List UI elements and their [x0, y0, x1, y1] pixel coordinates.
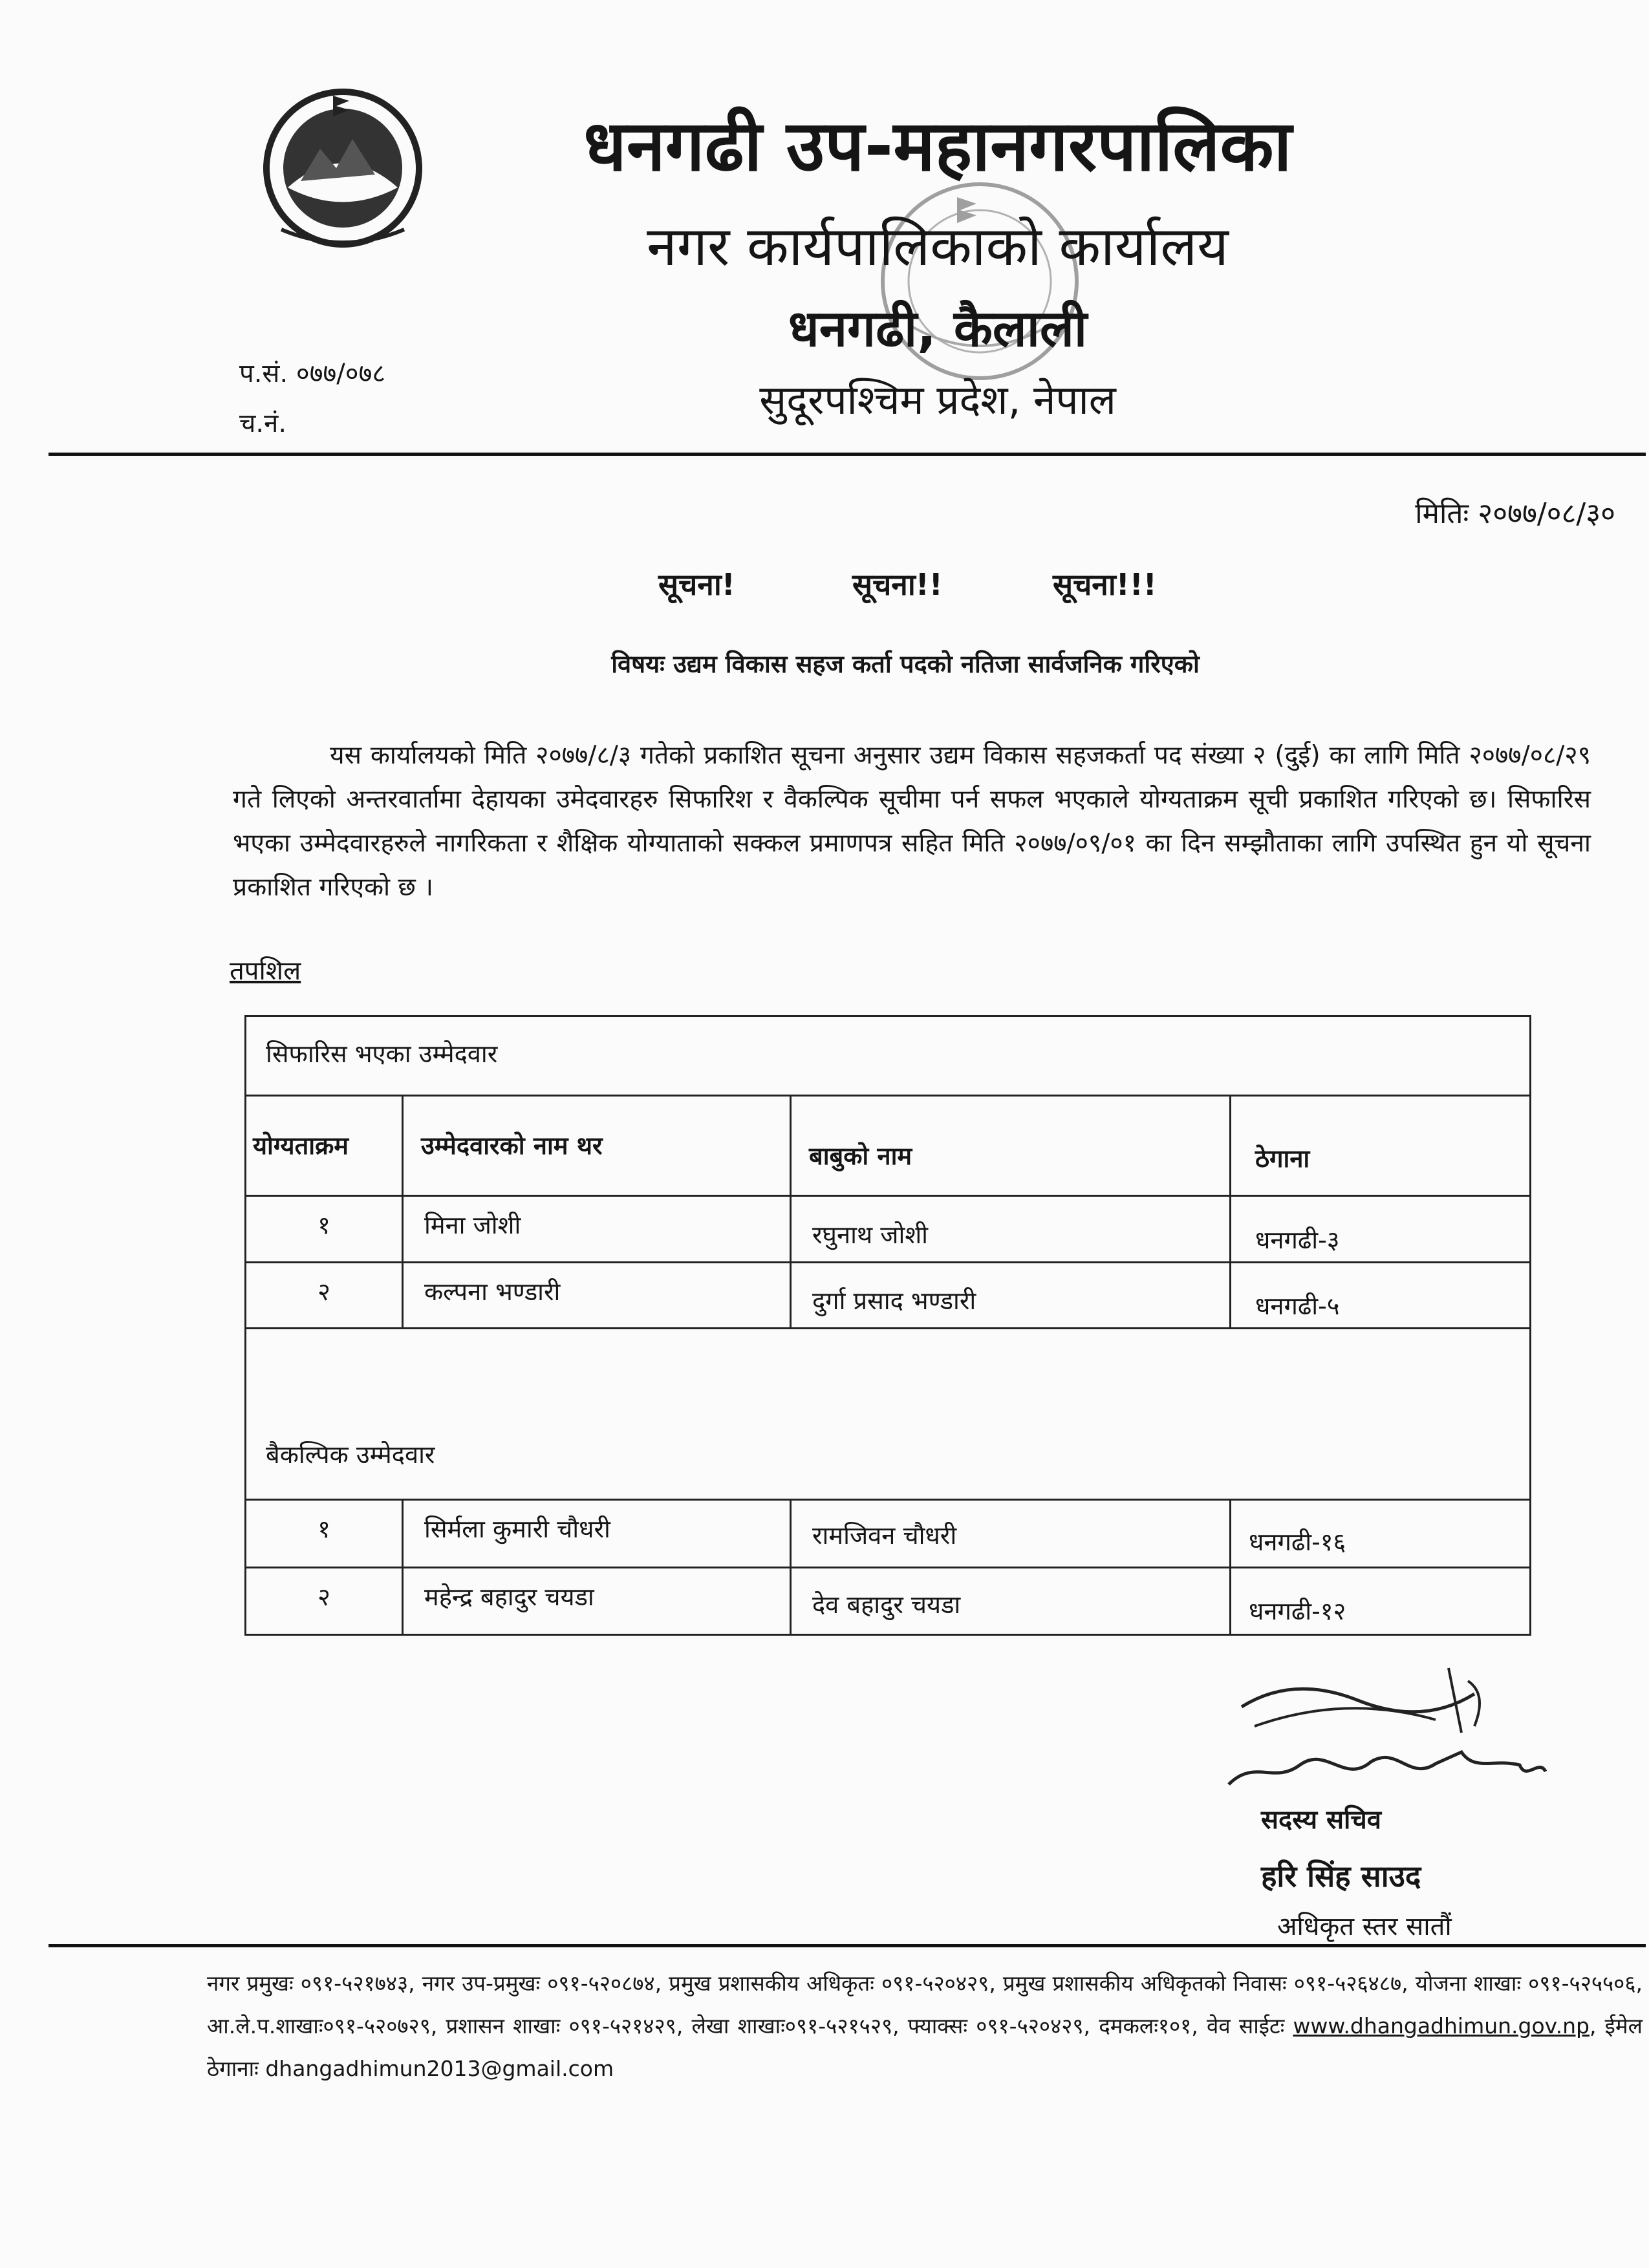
- row-rank: १: [318, 1515, 330, 1543]
- column-header-name: उम्मेदवारको नाम थर: [421, 1131, 603, 1160]
- details-heading: तपशिल: [230, 956, 301, 986]
- row-rank: २: [318, 1278, 330, 1306]
- row-name: मिना जोशी: [424, 1211, 521, 1239]
- row-father: दुर्गा प्रसाद भण्डारी: [812, 1287, 976, 1315]
- email-address[interactable]: dhangadhimun2013@gmail.com: [265, 2056, 614, 2081]
- office-city: धनगढी, कैलाली: [788, 300, 1088, 358]
- recommended-section-title: सिफारिस भएका उम्मेदवार: [266, 1040, 498, 1068]
- column-header-address: ठेगाना: [1255, 1144, 1310, 1173]
- row-father: रघुनाथ जोशी: [812, 1221, 929, 1249]
- reference-number: प.सं. ०७७/०७८: [239, 359, 386, 389]
- row-address: धनगढी-३: [1255, 1226, 1340, 1254]
- signatory-title: सदस्य सचिव: [1261, 1805, 1382, 1835]
- row-address: धनगढी-५: [1255, 1292, 1340, 1320]
- footer-contacts: [207, 1962, 1643, 2090]
- dispatch-number: च.नं.: [239, 409, 287, 438]
- notice-heading-3: सूचना!!!: [1053, 567, 1157, 602]
- handwritten-signature: [1216, 1655, 1552, 1797]
- row-name: महेन्द्र बहादुर चयडा: [424, 1583, 594, 1611]
- row-name: सिर्मला कुमारी चौधरी: [424, 1515, 610, 1543]
- row-father: देव बहादुर चयडा: [812, 1590, 961, 1619]
- contact-numbers: नगर प्रमुखः ०९१-५२१७४३, नगर उप-प्रमुखः ०९१-५२०८७४, प्रमुख प्रशासकीय अधिकृतः ०९१-५२०४२९, प्रमुख प्रशासकीय अधिकृतको निवासः ०९१-५२६४८७, योजना शाखाः ०९१-५२५५०६, आ.ले.प.शाखाः०९१-५२०७२९, प्रशासन शाखाः ०९१-५२१४२९, लेखा शाखाः०९१-५२१५२९, फ्याक्सः ०९१-५२०४२९, दमकलः१०१, वेव साईटः: [207, 1971, 1643, 2038]
- notice-heading-2: सूचना!!: [852, 567, 943, 602]
- notice-heading-1: सूचना!: [658, 567, 735, 602]
- row-address: धनगढी-१६: [1249, 1528, 1346, 1556]
- row-rank: २: [318, 1583, 330, 1611]
- subject-line: विषयः उद्यम विकास सहज कर्ता पदको नतिजा सार्वजनिक गरिएको: [611, 650, 1200, 678]
- office-province: सुदूरपश्चिम प्रदेश, नेपाल: [759, 376, 1116, 423]
- footer-divider: [48, 1944, 1646, 1947]
- notice-body: यस कार्यालयको मिति २०७७/८/३ गतेको प्रकाशित सूचना अनुसार उद्यम विकास सहजकर्ता पद संख्या २ (दुई) का लागि मिति २०७७/०८/२९ गते लिएको अन्तरवार्तामा देहायका उमेदवारहरु सिफारिश र वैकल्पिक सूचीमा पर्न सफल भएकाले योग्यताक्रम सूची प्रकाशित गरिएको छ। सिफारिस भएका उम्मेदवारहरुले नागरिकता र शैक्षिक योग्याताको सक्कल प्रमाणपत्र सहित मिति २०७७/०९/०१ का दिन सम्झौताका लागि उपस्थित हुन यो सूचना प्रकाशित गरिएको छ ।: [233, 741, 1591, 902]
- column-header-rank: योग्यताक्रम: [253, 1131, 349, 1160]
- signatory-name: हरि सिंह साउद: [1261, 1859, 1421, 1894]
- signatory-rank: अधिकृत स्तर सातौं: [1277, 1912, 1452, 1942]
- header-divider: [48, 453, 1646, 456]
- row-rank: १: [318, 1211, 330, 1239]
- results-table: [244, 1015, 1531, 1636]
- website-link[interactable]: www.dhangadhimun.gov.np: [1293, 2013, 1590, 2038]
- row-father: रामजिवन चौधरी: [812, 1521, 957, 1550]
- email-label: , ईमेल ठेगानाः: [207, 2013, 1643, 2081]
- letter-date: मितिः २०७७/०८/३०: [1415, 497, 1615, 530]
- organization-name: धनगढी उप-महानगरपालिका: [583, 106, 1292, 187]
- office-name: नगर कार्यपालिकाको कार्यालय: [647, 215, 1229, 278]
- alternate-section-title: बैकल्पिक उम्मेदवार: [266, 1440, 435, 1469]
- column-header-father: बाबुको नाम: [809, 1142, 912, 1170]
- row-address: धनगढी-१२: [1249, 1597, 1346, 1625]
- row-name: कल्पना भण्डारी: [424, 1278, 561, 1306]
